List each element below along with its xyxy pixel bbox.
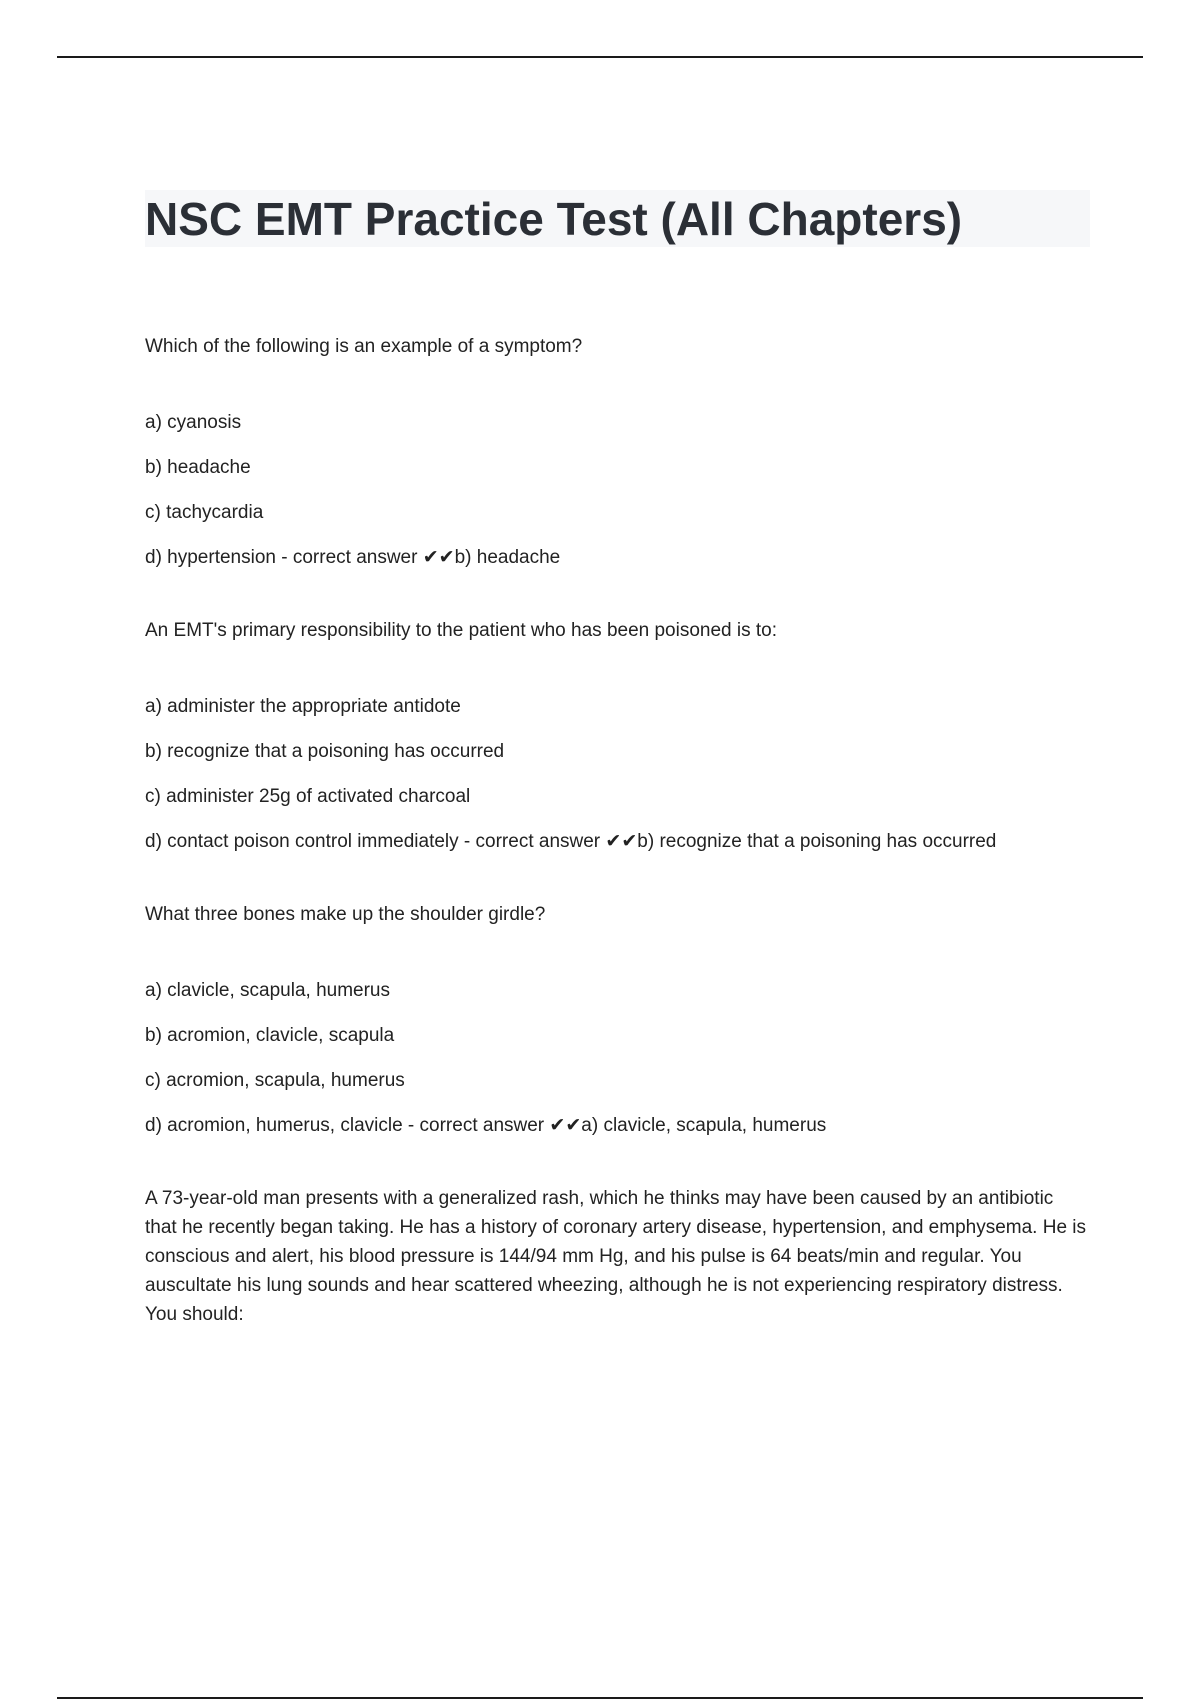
option-c: c) administer 25g of activated charcoal	[145, 786, 471, 807]
question-4-text: A 73-year-old man presents with a generalized rash, which he thinks may have been caused by an antibiotic that he recently began taking. He has a history of coronary artery disease, hypertension, and emphysema. He is conscious and alert, his blood pressure is 144/94 mm Hg, and his pulse is 64 beats/min and regular. You auscultate his lung sounds and hear scattered wheezing, although he is not experiencing respiratory distress. You should:	[145, 1188, 1087, 1325]
question-3-options	[145, 976, 1090, 1140]
question-1	[145, 332, 1090, 572]
question-1-options	[145, 408, 1090, 572]
question-2-options	[145, 692, 1090, 856]
option-d-with-answer	[145, 1111, 1090, 1140]
correct-answer: a) clavicle, scapula, humerus	[581, 1115, 827, 1136]
question-2	[145, 616, 1090, 856]
option-b: b) headache	[145, 457, 251, 478]
top-divider	[57, 56, 1143, 58]
correct-answer: b) headache	[454, 547, 561, 568]
option-d: d) contact poison control immediately	[145, 831, 459, 852]
correct-answer: b) recognize that a poisoning has occurred	[637, 831, 997, 852]
question-1-text: Which of the following is an example of a symptom?	[145, 336, 583, 357]
option-d-with-answer	[145, 827, 1090, 856]
question-list	[145, 332, 1090, 1329]
document-body	[145, 190, 1090, 1376]
option-c: c) acromion, scapula, humerus	[145, 1070, 405, 1091]
option-d: d) acromion, humerus, clavicle	[145, 1115, 403, 1136]
option-a: a) administer the appropriate antidote	[145, 696, 461, 717]
question-3	[145, 900, 1090, 1140]
document-title: NSC EMT Practice Test (All Chapters)	[145, 192, 963, 245]
option-a: a) clavicle, scapula, humerus	[145, 980, 390, 1001]
option-d: d) hypertension	[145, 547, 276, 568]
option-c: c) tachycardia	[145, 502, 264, 523]
question-3-text: What three bones make up the shoulder girdle?	[145, 904, 546, 925]
bottom-divider	[57, 1697, 1143, 1699]
option-a: a) cyanosis	[145, 412, 242, 433]
question-2-text: An EMT's primary responsibility to the patient who has been poisoned is to:	[145, 620, 778, 641]
question-4	[145, 1184, 1090, 1329]
option-d-with-answer	[145, 543, 1090, 572]
title-banner	[145, 190, 1090, 247]
option-b: b) recognize that a poisoning has occurred	[145, 741, 505, 762]
option-b: b) acromion, clavicle, scapula	[145, 1025, 395, 1046]
correct-answer-marker: - correct answer ✔✔	[275, 547, 455, 568]
correct-answer-marker: - correct answer ✔✔	[458, 831, 638, 852]
correct-answer-marker: - correct answer ✔✔	[402, 1115, 582, 1136]
